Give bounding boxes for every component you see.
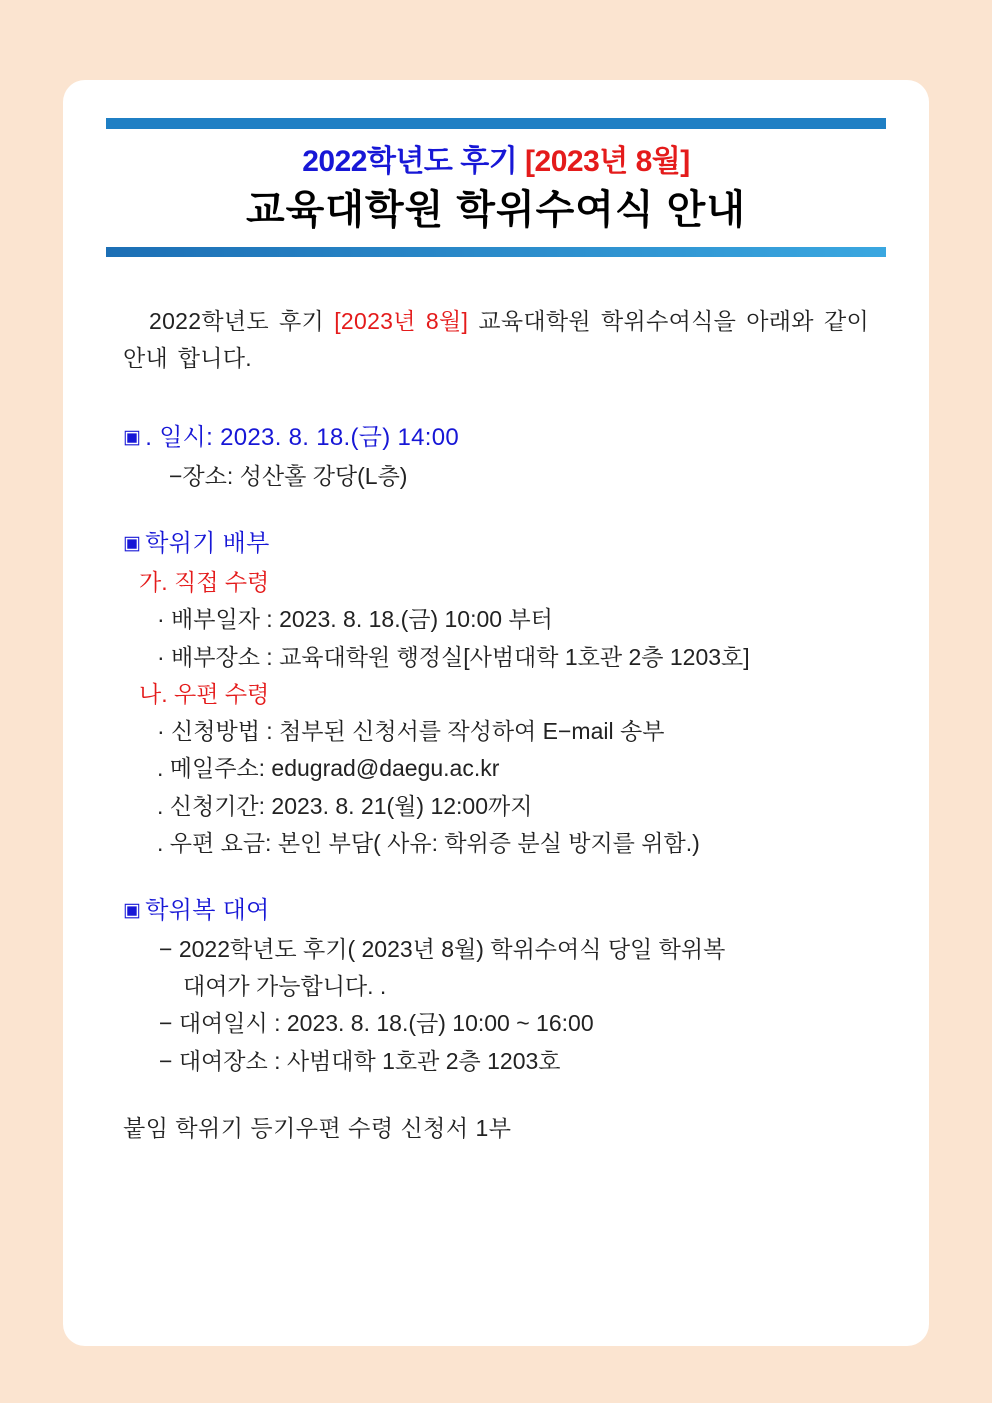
list-item: − 대여장소 : 사범대학 1호관 2층 1203호 — [159, 1047, 561, 1074]
list-item-email: . 메일주소: edugrad@daegu.ac.kr — [157, 755, 500, 782]
spacer-3 — [123, 862, 869, 892]
square-marker-icon: ▣ — [123, 427, 142, 448]
square-marker-icon: ▣ — [123, 533, 142, 555]
attachment-note: 붙임 학위기 등기우편 수령 신청서 1부 — [123, 1114, 512, 1141]
title-date-bracket: [2023년 8월] — [525, 145, 690, 178]
notice-body — [97, 257, 895, 1148]
notice-card — [63, 80, 929, 1346]
list-item: · 신청방법 : 첨부된 신청서를 작성하여 E−mail 송부 — [157, 718, 665, 744]
top-divider-rule — [106, 118, 886, 129]
list-item: − 2022학년도 후기( 2023년 8월) 학위수여식 당일 학위복 — [159, 935, 726, 962]
bottom-divider-rule — [106, 247, 886, 257]
degree-sub-a-label: 가. 직접 수령 — [139, 569, 270, 595]
degree-sub-b-label: 나. 우편 수령 — [139, 680, 270, 707]
schedule-place: −장소: 성산홀 강당(L층) — [169, 462, 408, 489]
gown-section-heading-text: 학위복 대여 — [145, 897, 270, 924]
list-item: . 우편 요금: 본인 부담( 사유: 학위증 분실 방지를 위함.) — [157, 829, 700, 856]
intro-date-bracket: [2023년 8월] — [334, 307, 469, 334]
schedule-heading — [123, 419, 869, 458]
list-item: · 배부장소 : 교육대학원 행정실[사범대학 1호관 2층 1203호] — [157, 643, 750, 670]
list-item: . 신청기간: 2023. 8. 21(월) 12:00까지 — [157, 792, 533, 819]
degree-section-heading-text: 학위기 배부 — [145, 530, 270, 558]
schedule-heading-text: . 일시: 2023. 8. 18.(금) 14:00 — [145, 424, 460, 451]
list-item-continuation: 대여가 가능합니다. . — [183, 973, 387, 1000]
spacer-1 — [123, 377, 869, 419]
page-title: 교육대학원 학위수여식 안내 — [246, 187, 746, 232]
intro-text-part2: 교육대학원 학위수여식을 아래와 같이 안내 합니다. — [123, 307, 869, 371]
intro-text-part1: 2022학년도 후기 — [149, 307, 335, 334]
title-line-1 — [97, 143, 895, 181]
spacer-4 — [123, 1080, 869, 1110]
list-item: − 대여일시 : 2023. 8. 18.(금) 10:00 ~ 16:00 — [159, 1010, 594, 1037]
spacer-2 — [123, 495, 869, 525]
notice-inner — [63, 80, 929, 1346]
square-marker-icon: ▣ — [123, 900, 142, 921]
gown-section-heading — [123, 892, 869, 931]
title-block — [97, 129, 895, 247]
intro-paragraph — [123, 303, 869, 378]
title-academic-year: 2022학년도 후기 — [302, 145, 526, 178]
degree-section-heading — [123, 525, 869, 564]
list-item: · 배부일자 : 2023. 8. 18.(금) 10:00 부터 — [157, 606, 553, 633]
